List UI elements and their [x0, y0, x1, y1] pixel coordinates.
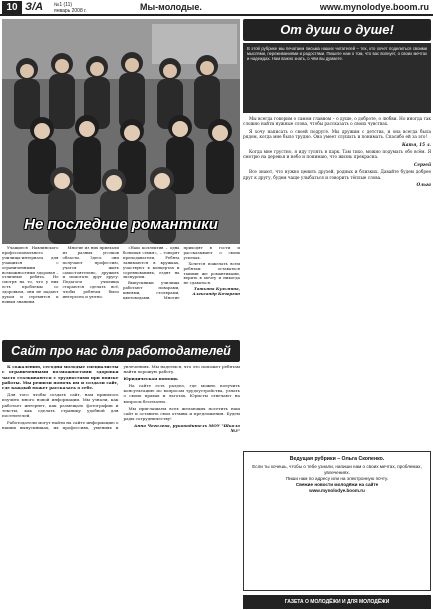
paragraph: Хочется пожелать всем ребятам оставаться такими же романтиками, верить в мечту и никогда не сдаваться. [183, 260, 240, 286]
soul-rubric-intro: В этой рубрике мы печатаем письма наших читателей – тех, кто хочет поделиться своими мыслями, переживаниями и радостями. Пишите нам о том, что вас волнует, о своих мечтах и надеждах. Нам важно знать, о чём вы думаете. [243, 43, 431, 113]
article-romantics [2, 246, 240, 338]
footer-banner: ГАЗЕТА О МОЛОДЁЖИ И ДЛЯ МОЛОДЁЖИ [243, 595, 431, 609]
paragraph: «Наш коллектив – одна большая семья», – говорят преподаватели. Ребята занимаются в кружках, участвуют в концертах и соревнованиях, ездят на экскурсии. [123, 246, 180, 280]
letter-signature: Катя, 15 л. [401, 141, 431, 147]
newspaper-logo: З/А [25, 1, 44, 13]
paragraph: Все знают, что нужно ценить друзей, родных и близких. Давайте будем добрее друг к другу, будем чаще улыбаться и говорить тёплые слова. [243, 169, 431, 180]
masthead-website: www.mynolodye.boom.ru [319, 2, 429, 12]
promo-website-link[interactable]: www.mynolodye.boom.ru [309, 488, 365, 493]
soul-letters [243, 116, 431, 446]
issue-date: январь 2008 г. [54, 8, 87, 14]
soul-rubric-headline: От души о душе! [243, 19, 431, 41]
group-photo [2, 19, 240, 244]
article-site-text [2, 364, 240, 609]
paragraph: На сайте есть раздел, где можно получить консультацию по вопросам трудоустройства, узнать о своих правах и льготах. Юристы отвечают на вопросы бесплатно. [123, 382, 240, 404]
author-signature: Анна Чеголева, руководитель МОУ "Школа №3" [134, 422, 240, 434]
paragraph: Многие из них приехали из разных уголков области. Здесь они получают профессию, учатся жить самостоятельно, дружить и помогать друг другу. Педагоги училища стараются сделать всё, чтобы ребятам было интересно и уютно. [62, 246, 119, 300]
article-romantics-text [2, 246, 240, 338]
photo-headline: Не последние романтики [24, 216, 218, 233]
site-article-headline: Сайт про нас для работодателей [2, 340, 240, 362]
promo-text: Если ты хочешь, чтобы о тебе узнали, напиши нам о своих мечтах, проблемах, увлечениях. [252, 464, 422, 475]
lead-paragraph: К сожалению, сегодня молодые специалисты с ограниченными возможностями здоровья часто сталкиваются с трудностями при поиске работы. Мы решили помочь им и создали сайт, где каждый может рассказать о себе. [2, 364, 119, 391]
paragraph: Когда мне грустно, я иду гулять в парк. Там тихо, можно подумать обо всём. Я смотрю на деревья и небо и понимаю, что жизнь прекрасна. [243, 149, 431, 160]
paragraph: Я хочу написать о своей подруге. Мы дружим с детства, и она всегда была рядом, когда мне было трудно. Она умеет слушать и понимать. Спасибо ей за это! [243, 128, 431, 140]
page-number: 10 [2, 1, 22, 15]
paragraph: Для того чтобы создать сайт, нам пришлось изучить много новой информации. Мы узнали, как работает интернет, как размещать фотографии и тексты, как сделать страницу удобной для посетителей. [2, 391, 119, 419]
paragraph: Мы всегда говорим о самом главном – о душе, о доброте, о любви. Но иногда так сложно найти нужные слова, чтобы рассказать о своих чувствах. [243, 116, 431, 127]
letter-signature: Сергей [414, 161, 431, 167]
masthead-slogan: Мы-молодые. [140, 2, 202, 12]
article-site [2, 364, 240, 609]
issue-number: №1 (11) [54, 2, 73, 8]
promo-heading: Ведущая рубрики – Ольга Скопенко. [289, 456, 385, 462]
promo-text: Свежие новости молодёжи на сайте [295, 482, 379, 487]
issue-info [54, 2, 87, 14]
rubric-promo-box [243, 451, 431, 591]
paragraph: Мы приглашаем всех желающих посетить наш сайт и оставить свои отзывы и предложения. Будем рады сотрудничеству! [123, 405, 240, 422]
right-column [243, 19, 431, 609]
paragraph: Работодатели могут найти на сайте информацию о наших выпускниках, их профессиях, умениях и увлечениях. Мы надеемся, что это поможет ребятам найти хорошую работу. [2, 364, 240, 431]
letter-signature: Ольга [416, 182, 431, 188]
paragraph: Учащиеся Навлинского профессионального училища-интерната для учащихся с ограниченными возможностями здоровья – отличные ребята. Не смотря на то, что у них есть проблемы со здоровьем, они не падают духом и стремятся к новым знаниям. [2, 246, 59, 304]
masthead [0, 0, 433, 16]
paragraph: Выпускники училища работают поварами, швеями, столярами, цветоводами. Многие приходят в гости и рассказывают о своих успехах. [123, 246, 240, 301]
author-signature: Татьяна Кузьмина, Александр Кочергин [192, 286, 240, 297]
subheading: Юридическая помощь [123, 376, 178, 382]
promo-text: Пиши нам по адресу или на электронную почту. [285, 476, 389, 481]
